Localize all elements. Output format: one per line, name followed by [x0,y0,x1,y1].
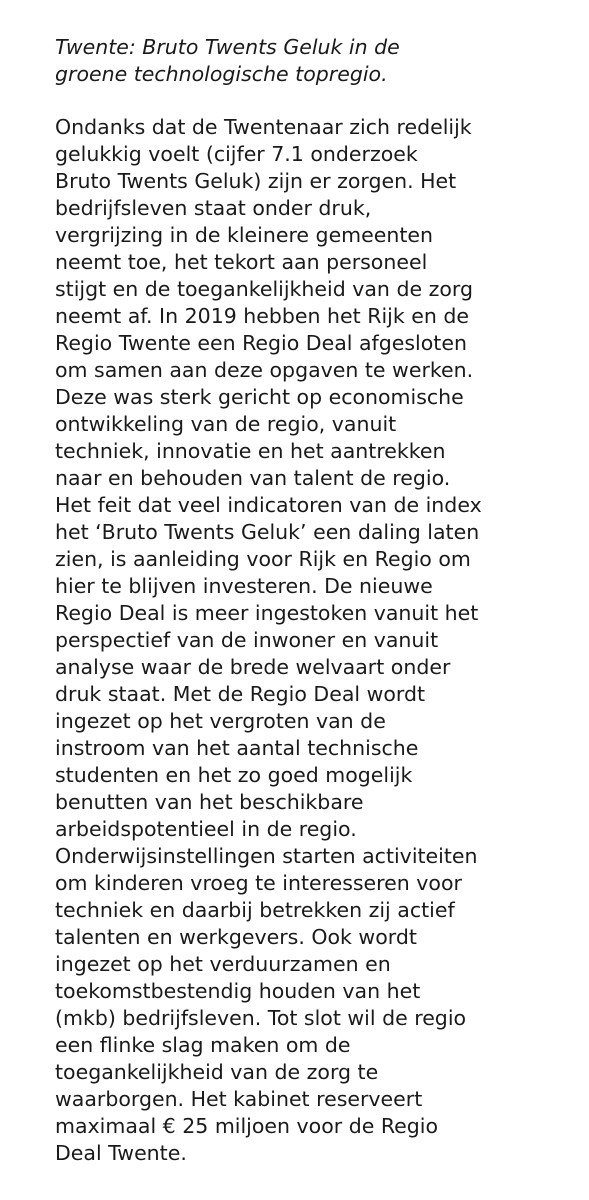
body-line: om samen aan deze opgaven te werken. [55,358,474,382]
body-line: perspectief van de inwoner en vanuit [55,628,439,652]
body-line: naar en behouden van talent de regio. [55,466,451,490]
document-title [55,34,575,88]
body-line: een flinke slag maken om de [55,1033,351,1057]
body-line: neemt af. In 2019 hebben het Rijk en de [55,304,469,328]
body-line: zien, is aanleiding voor Rijk en Regio om [55,547,471,571]
body-line: het ‘Bruto Twents Geluk’ een daling laten [55,520,480,544]
body-line: (mkb) bedrijfsleven. Tot slot wil de regio [55,1006,467,1030]
body-line: techniek en daarbij betrekken zij actief [55,898,455,922]
body-line: Onderwijsinstellingen starten activiteiten [55,844,478,868]
title-line: groene technologische topregio. [55,62,388,86]
body-line: Ondanks dat de Twentenaar zich redelijk [55,115,472,139]
body-line: stijgt en de toegankelijkheid van de zorg [55,277,473,301]
body-line: Regio Deal is meer ingestoken vanuit het [55,601,479,625]
body-line: hier te blijven investeren. De nieuwe [55,574,433,598]
body-line: ingezet op het verduurzamen en [55,952,391,976]
body-line: analyse waar de brede welvaart onder [55,655,451,679]
body-line: benutten van het beschikbare [55,790,364,814]
body-line: Deal Twente. [55,1141,187,1165]
body-line: om kinderen vroeg te interesseren voor [55,871,462,895]
body-line: gelukkig voelt (cijfer 7.1 onderzoek [55,142,418,166]
body-line: Regio Twente een Regio Deal afgesloten [55,331,467,355]
body-line: maximaal € 25 miljoen voor de Regio [55,1114,439,1138]
body-line: Het feit dat veel indicatoren van de index [55,493,482,517]
body-line: Bruto Twents Geluk) zijn er zorgen. Het [55,169,457,193]
body-line: bedrijfsleven staat onder druk, [55,196,372,220]
title-line: Twente: Bruto Twents Geluk in de [55,35,400,59]
body-line: techniek, innovatie en het aantrekken [55,439,446,463]
body-line: toekomstbestendig houden van het [55,979,421,1003]
body-line: waarborgen. Het kabinet reserveert [55,1087,423,1111]
body-line: arbeidspotentieel in de regio. [55,817,357,841]
body-line: talenten en werkgevers. Ook wordt [55,925,417,949]
body-line: instroom van het aantal technische [55,736,419,760]
body-line: vergrijzing in de kleinere gemeenten [55,223,434,247]
body-line: neemt toe, het tekort aan personeel [55,250,428,274]
body-paragraph [55,114,575,1167]
body-line: studenten en het zo goed mogelijk [55,763,413,787]
body-line: toegankelijkheid van de zorg te [55,1060,379,1084]
body-line: ingezet op het vergroten van de [55,709,386,733]
body-line: Deze was sterk gericht op economische [55,385,464,409]
body-line: ontwikkeling van de regio, vanuit [55,412,397,436]
body-line: druk staat. Met de Regio Deal wordt [55,682,426,706]
